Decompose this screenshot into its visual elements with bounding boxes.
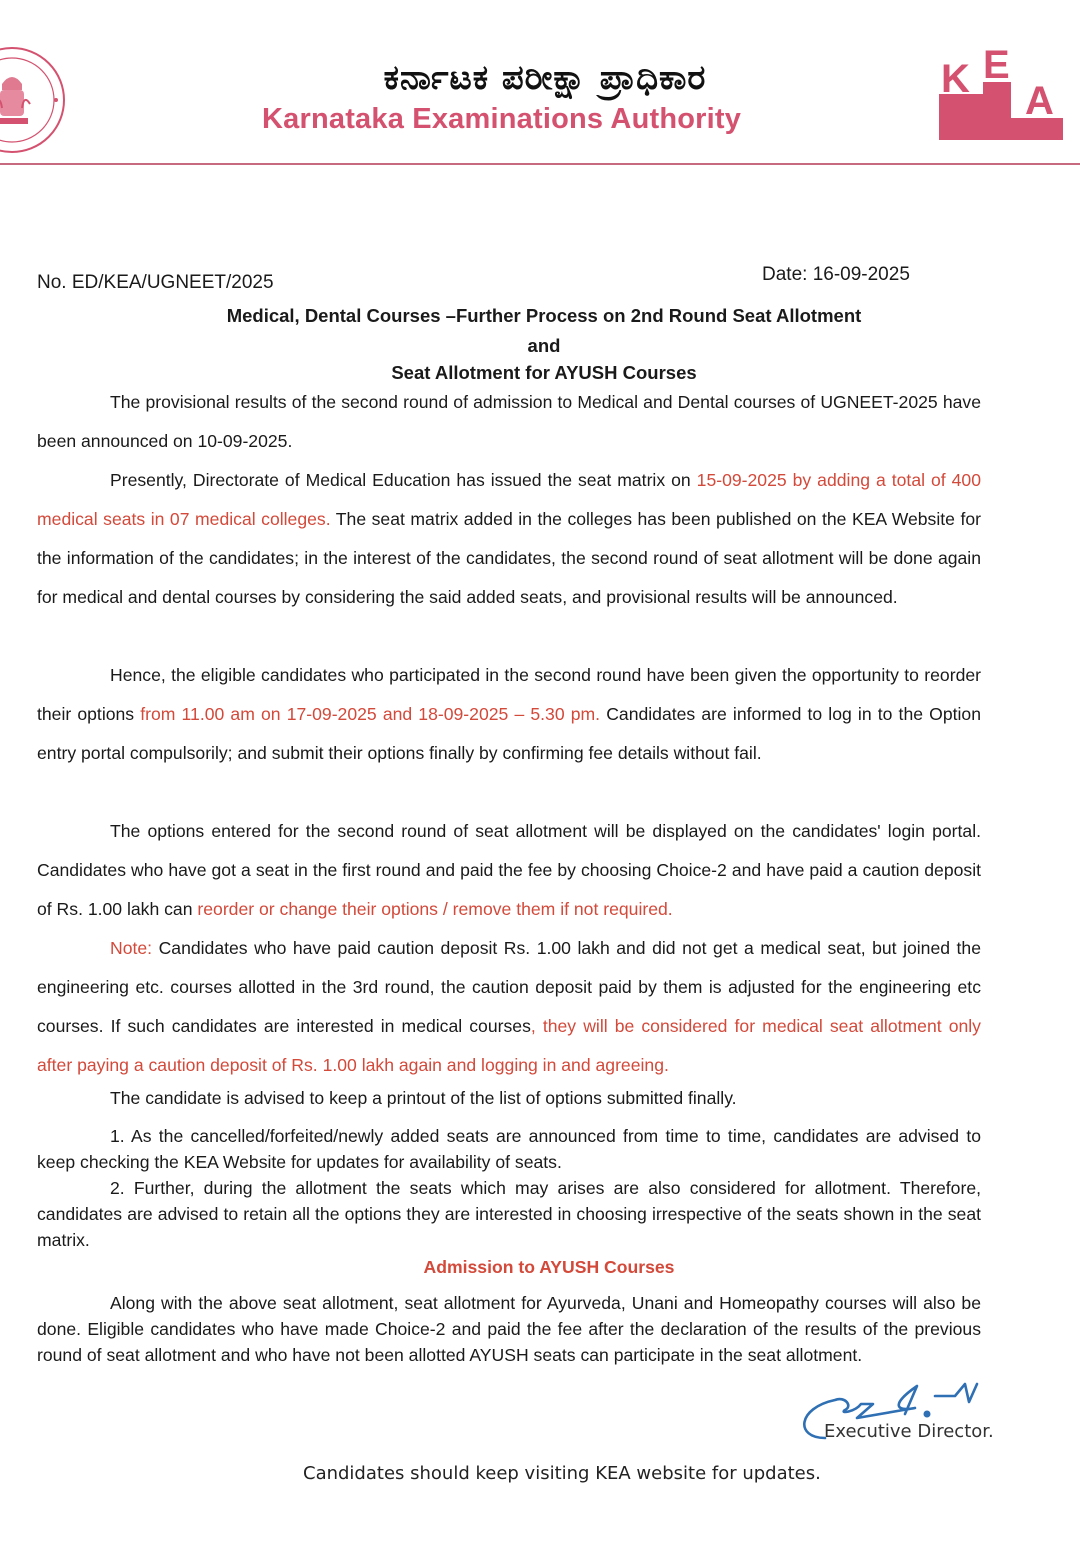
document-date: Date: 16-09-2025 [762,264,910,285]
highlight-change-options: reorder or change their options / remove them if not required. [197,899,673,919]
svg-text:E: E [983,48,1010,87]
reference-number: No. ED/KEA/UGNEET/2025 [37,272,274,293]
ayush-paragraph [37,1290,981,1368]
paragraph-options-displayed [37,812,981,929]
highlight-caution-deposit: , they will be considered for medical seat allotment only after paying a caution deposit of Rs. 1.00 lakh again and logging in and agreeing. [37,1016,981,1075]
note-label: Note: [110,938,153,958]
paragraph-results-announced [37,383,981,461]
footer-note: Candidates should keep visiting KEA website for updates. [303,1463,821,1484]
paragraph-text: Hence, the eligible candidates who participated in the second round have been given the opportunity to reorder their options [37,665,981,724]
list-item-text: 1. As the cancelled/forfeited/newly added seats are announced from time to time, candidates are advised to keep checking the KEA Website for updates for availability of seats. [37,1126,981,1172]
paragraph-text: Along with the above seat allotment, seat allotment for Ayurveda, Unani and Homeopathy courses will also be done. Eligible candidates who have made Choice-2 and paid the fee after the declaration of the results of the previous round of seat allotment and who have not been allotted AYUSH seats can participate in the seat allotment. [37,1293,981,1365]
paragraph-text: The seat matrix added in the colleges has been published on the KEA Website for the information of the candidates; in the interest of the candidates, the second round of seat allotment will be done again for medical and dental courses by considering the said added seats, and provisional results will be announced. [37,509,981,607]
svg-text:K: K [941,57,970,101]
kannada-title: ಕರ್ನಾಟಕ ಪರೀಕ್ಷಾ ಪ್ರಾಧಿಕಾರ [383,58,707,98]
paragraph-text: The candidate is advised to keep a printout of the list of options submitted finally. [110,1088,737,1108]
paragraph-text: Candidates who have paid caution deposit Rs. 1.00 lakh and did not get a medical seat, but joined the engineering etc. courses allotted in the 3rd round, the caution deposit paid by them is adjusted for the engineering etc courses. If such candidates are interested in medical courses [37,938,981,1036]
paragraph-printout [37,1085,981,1111]
letterhead [0,0,1080,180]
paragraph-text: The options entered for the second round of seat allotment will be displayed on the candidates' login portal. Candidates who have got a seat in the first round and paid the fee by choosing Choice-2 and have paid a caution deposit of Rs. 1.00 lakh can [37,821,981,919]
document-title-line-3: Seat Allotment for AYUSH Courses [391,362,697,383]
ayush-heading: Admission to AYUSH Courses [423,1257,675,1277]
svg-text:A: A [1025,79,1054,123]
list-item-1 [37,1123,981,1175]
document-title-line-2: and [527,335,561,356]
list-item-text: 2. Further, during the allotment the seats which may arises are also considered for allotment. Therefore, candidates are advised to retain all the options they are interested in choosing irrespective of the seats shown in the seat matrix. [37,1178,981,1250]
english-title: Karnataka Examinations Authority [262,103,742,135]
paragraph-note [37,929,981,1085]
signature-icon [795,1378,1005,1458]
paragraph-text: Candidates are informed to log in to the Option entry portal compulsorily; and submit their options finally by confirming fee details without fail. [37,704,981,763]
header-divider [0,163,1080,165]
signatory-designation: Executive Director. [824,1421,994,1442]
kea-logo-icon [935,48,1067,144]
document-title-line-1: Medical, Dental Courses –Further Process on 2nd Round Seat Allotment [226,305,862,326]
highlight-reorder-window: from 11.00 am on 17-09-2025 and 18-09-2025 – 5.30 pm. [140,704,601,724]
paragraph-seat-matrix [37,461,981,617]
list-item-2 [37,1175,981,1253]
paragraph-text: The provisional results of the second round of admission to Medical and Dental courses of UGNEET-2025 have been announced on 10-09-2025. [37,392,981,451]
paragraph-text: Presently, Directorate of Medical Education has issued the seat matrix on [110,470,697,490]
highlight-added-seats: 15-09-2025 by adding a total of 400 medical seats in 07 medical colleges. [37,470,981,529]
paragraph-reorder-options [37,656,981,773]
